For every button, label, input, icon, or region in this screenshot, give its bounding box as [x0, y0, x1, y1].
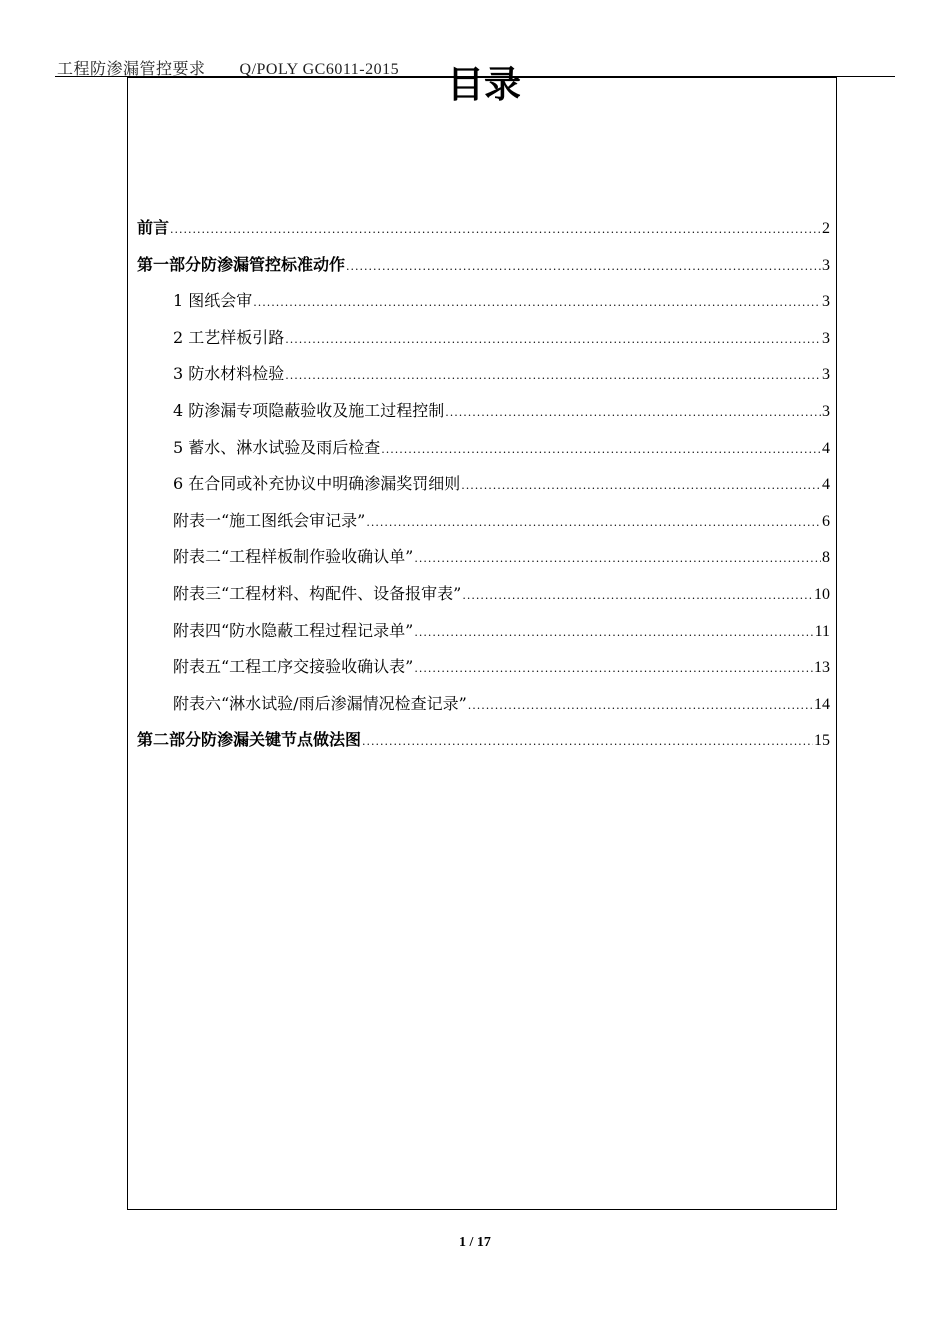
toc-entry[interactable]	[137, 215, 830, 252]
toc-entry-page: 6	[822, 512, 830, 530]
toc-entry-label: 1 图纸会审	[173, 291, 253, 311]
toc-entry-label: 4 防渗漏专项隐蔽验收及施工过程控制	[173, 400, 445, 420]
toc-entry-label: 前言	[137, 218, 170, 237]
toc-entry-page: 2	[822, 220, 830, 237]
toc-entry[interactable]	[137, 508, 830, 545]
toc-entry[interactable]	[137, 361, 830, 398]
toc-entry-label: 第二部分防渗漏关键节点做法图	[137, 730, 362, 750]
toc-entry-label: 附表四“防水隐蔽工程过程记录单”	[173, 620, 414, 640]
toc-entry-label: 附表五“工程工序交接验收确认表”	[173, 657, 414, 677]
toc-leader-dots	[414, 552, 821, 565]
toc-leader-dots	[414, 662, 813, 675]
toc-entry-page: 15	[814, 732, 830, 750]
toc-entry[interactable]	[137, 471, 830, 508]
toc-entry-page: 4	[822, 476, 830, 494]
toc-leader-dots	[285, 369, 821, 382]
toc-entry[interactable]	[137, 398, 830, 435]
toc-entry-page: 8	[822, 549, 830, 567]
toc-entry-page: 10	[814, 585, 830, 603]
toc-entry-page: 14	[814, 695, 830, 713]
toc-entry-label: 附表六“淋水试验/雨后渗漏情况检查记录”	[173, 693, 467, 713]
toc-entry-page: 3	[822, 329, 830, 347]
toc-leader-dots	[462, 589, 813, 602]
toc-entry[interactable]	[137, 581, 830, 618]
toc-leader-dots	[445, 406, 821, 419]
toc-entry[interactable]	[137, 691, 830, 728]
toc-leader-dots	[414, 626, 813, 639]
toc-entry[interactable]	[137, 435, 830, 472]
toc-entry-label: 附表二“工程样板制作验收确认单”	[173, 547, 414, 567]
toc-entry[interactable]	[137, 654, 830, 691]
toc-entry-page: 4	[822, 439, 830, 457]
toc-entry-label: 第一部分防渗漏管控标准动作	[137, 254, 346, 274]
header-doc-code: Q/POLY GC6011-2015	[239, 61, 400, 78]
table-of-contents	[137, 215, 830, 764]
toc-entry-label: 2 工艺样板引路	[173, 327, 285, 347]
toc-entry[interactable]	[137, 727, 830, 764]
toc-entry[interactable]	[137, 288, 830, 325]
toc-entry-page: 3	[822, 293, 830, 311]
toc-leader-dots	[346, 260, 821, 273]
toc-entry-page: 3	[822, 402, 830, 420]
toc-entry-page: 3	[822, 256, 830, 274]
toc-leader-dots	[468, 699, 813, 712]
page-number: 1 / 17	[459, 1235, 491, 1250]
toc-entry[interactable]	[137, 325, 830, 362]
toc-leader-dots	[170, 223, 821, 236]
toc-leader-dots	[285, 333, 821, 346]
toc-leader-dots	[461, 479, 821, 492]
toc-entry-page: 13	[814, 659, 830, 677]
toc-leader-dots	[253, 296, 821, 309]
toc-entry[interactable]	[137, 544, 830, 581]
header-title: 工程防渗漏管控要求	[57, 59, 206, 78]
toc-entry-label: 附表三“工程材料、构配件、设备报审表”	[173, 583, 462, 603]
toc-entry-label: 5 蓄水、淋水试验及雨后检查	[173, 437, 381, 457]
toc-entry-label: 3 防水材料检验	[173, 364, 285, 384]
toc-leader-dots	[381, 443, 821, 456]
toc-entry-page: 11	[814, 622, 830, 640]
toc-entry-page: 3	[822, 366, 830, 384]
page-title: 目录	[447, 63, 521, 106]
toc-entry[interactable]	[137, 252, 830, 289]
toc-leader-dots	[362, 735, 813, 748]
toc-entry-label: 附表一“施工图纸会审记录”	[173, 510, 366, 530]
toc-leader-dots	[366, 516, 821, 529]
toc-entry-label: 6 在合同或补充协议中明确渗漏奖罚细则	[173, 474, 461, 494]
toc-entry[interactable]	[137, 618, 830, 655]
